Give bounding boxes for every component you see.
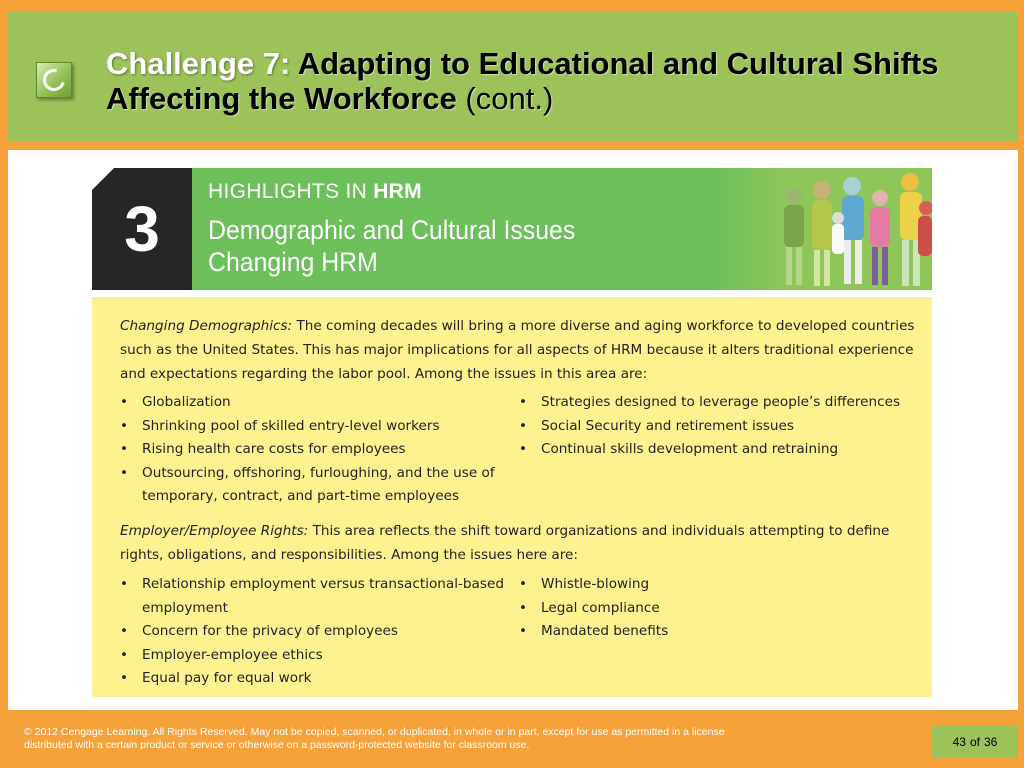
- section2-left-list: [120, 573, 512, 691]
- section2-label: Employer/Employee Rights:: [120, 523, 309, 539]
- list-item: • Legal compliance: [519, 597, 919, 621]
- figure-title: Demographic and Cultural Issues Changing HRM: [208, 215, 576, 277]
- figure-kicker: [208, 180, 422, 204]
- section2-text: This area reflects the shift toward organizations and individuals attempting to define rights, obligations, and responsibilities. Among the issues here are:: [120, 523, 890, 563]
- figure-kicker-prefix: HIGHLIGHTS IN: [208, 180, 374, 203]
- list-item: • Strategies designed to leverage people’s differences: [519, 391, 919, 415]
- list-item: • Outsourcing, offshoring, furloughing, and the use of temporary, contract, and part-time employees: [120, 462, 512, 509]
- section2-right-list: [519, 573, 919, 644]
- list-item: • Shrinking pool of skilled entry-level workers: [120, 415, 512, 439]
- figure-number-notch: [92, 168, 114, 190]
- title-suffix: (cont.): [465, 81, 554, 116]
- title-lead: Challenge 7:: [106, 46, 291, 81]
- section1-label: Changing Demographics:: [120, 318, 293, 334]
- figure-kicker-bold: HRM: [373, 180, 422, 203]
- title-main: Adapting to Educational and Cultural Shifts Affecting the Workforce: [106, 46, 939, 116]
- list-item: • Whistle-blowing: [519, 573, 919, 597]
- list-item: • Continual skills development and retraining: [519, 438, 919, 462]
- logo-icon: [36, 62, 72, 98]
- list-item: • Equal pay for equal work: [120, 667, 512, 691]
- list-item: • Concern for the privacy of employees: [120, 620, 512, 644]
- page-total: 36: [984, 735, 998, 749]
- figure-header: [92, 168, 932, 290]
- section1-text: The coming decades will bring a more diverse and aging workforce to developed countries such as the United States. This has major implications for all aspects of HRM because it alters traditional experience and expectations regarding the labor pool. Among the issues in this area are:: [120, 318, 915, 382]
- list-item: • Rising health care costs for employees: [120, 438, 512, 462]
- page-indicator: [932, 726, 1018, 758]
- list-item: • Mandated benefits: [519, 620, 919, 644]
- section1-right-list: [519, 391, 919, 462]
- section1-paragraph: [120, 314, 920, 386]
- list-item: • Relationship employment versus transactional-based employment: [120, 573, 512, 620]
- figure-number: 3: [92, 168, 192, 290]
- copyright-notice: © 2012 Cengage Learning. All Rights Reserved. May not be copied, scanned, or duplicated, in whole or in part, except for use as permitted in a license distributed with a certain product or service or otherwise on a password-protected website for classroom use.: [24, 726, 725, 751]
- list-item: • Social Security and retirement issues: [519, 415, 919, 439]
- figure-body: [92, 297, 932, 697]
- section1-left-list: [120, 391, 512, 509]
- crowd-illustration: [712, 168, 932, 290]
- section2-paragraph: [120, 519, 920, 567]
- list-item: • Globalization: [120, 391, 512, 415]
- page-current: 43: [952, 735, 966, 749]
- list-item: • Employer-employee ethics: [120, 644, 512, 668]
- page-of: of: [969, 735, 980, 749]
- slide-title: [106, 46, 986, 116]
